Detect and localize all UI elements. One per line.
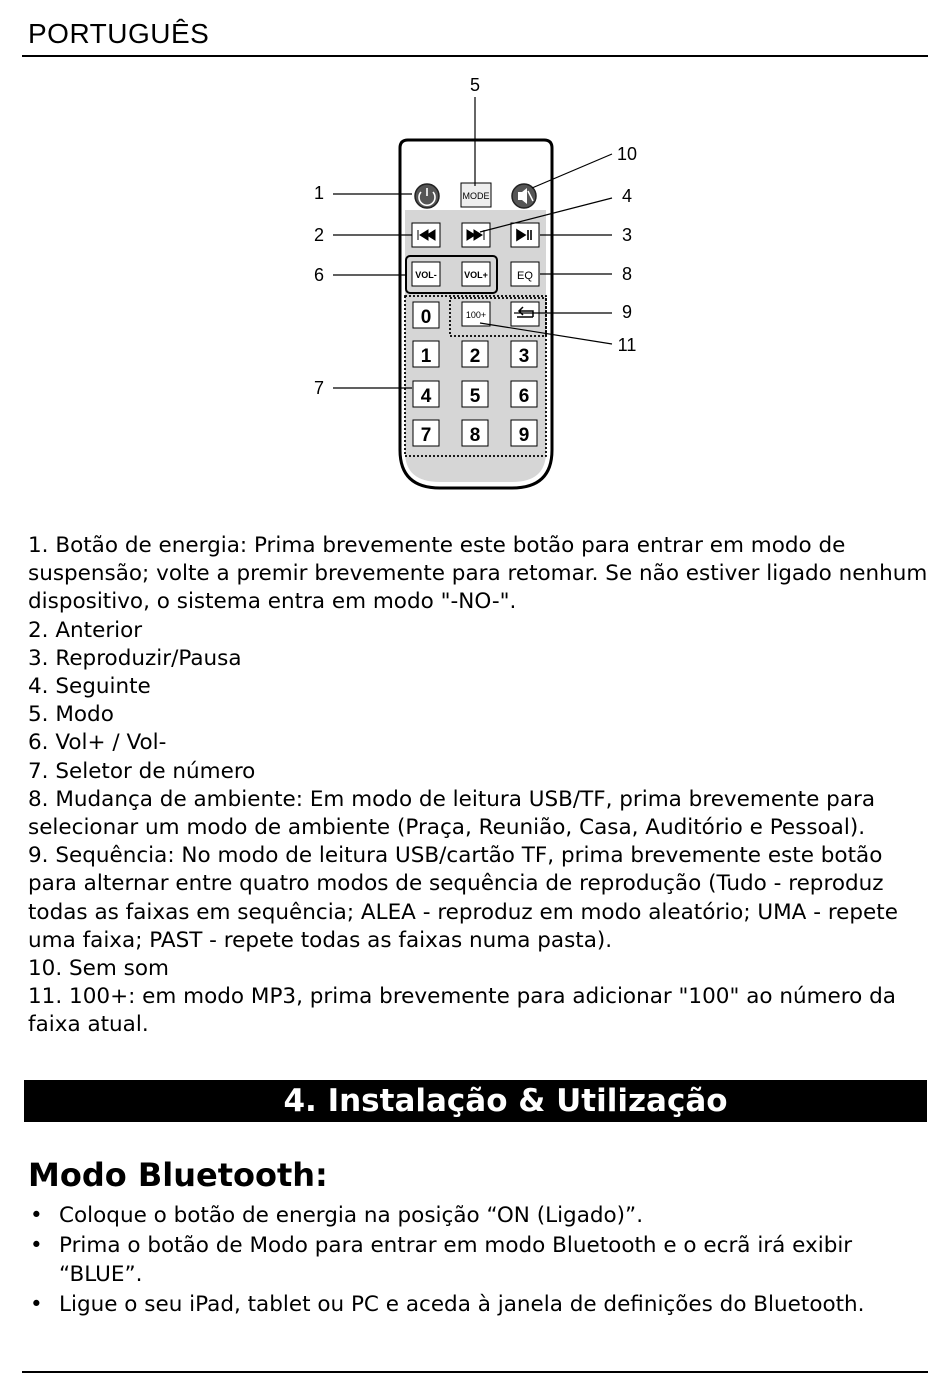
svg-text:7: 7	[420, 425, 432, 446]
function-item: 6. Vol+ / Vol-	[28, 730, 167, 756]
function-item: 9. Sequência: No modo de leitura USB/cartão TF, prima brevemente este botão para alternar entre quatro modos de sequência de reprodução (Tudo - reproduz todas as faixas em sequência; ALEA - reproduz em modo aleatório; UMA - repete uma faixa; PAST - repete todas as faixas numa pasta).	[28, 843, 898, 953]
svg-text:3: 3	[518, 346, 530, 367]
svg-text:4: 4	[420, 386, 432, 407]
callout-9: 9	[621, 302, 633, 322]
function-item: 4. Seguinte	[28, 674, 151, 700]
svg-text:9: 9	[518, 425, 530, 446]
callout-10: 10	[616, 144, 638, 164]
function-item: 3. Reproduzir/Pausa	[28, 645, 242, 671]
section-title: 4. Instalação & Utilização	[283, 1083, 728, 1119]
function-item: 10. Sem som	[28, 956, 169, 982]
svg-text:0: 0	[420, 307, 432, 328]
eq-label: EQ	[517, 270, 533, 282]
bullet-item: • Coloque o botão de energia na posição “ON (Ligado)”.	[28, 1202, 918, 1231]
function-item: 11. 100+: em modo MP3, prima brevemente para adicionar "100" ao número da faixa atual.	[28, 984, 896, 1038]
bullet-dot-icon: •	[30, 1291, 43, 1317]
callout-8: 8	[621, 264, 633, 284]
function-item: 5. Modo	[28, 702, 114, 728]
bottom-rule	[22, 1371, 928, 1373]
svg-text:5: 5	[469, 386, 481, 407]
callout-11: 11	[617, 335, 637, 355]
callout-1: 1	[313, 183, 325, 203]
language-header: PORTUGUÊS	[28, 18, 210, 49]
vol-minus-label: VOL-	[415, 270, 437, 280]
function-item: 7. Seletor de número	[28, 758, 256, 784]
callout-2: 2	[313, 225, 325, 245]
svg-text:8: 8	[469, 425, 481, 446]
section-heading	[24, 1080, 927, 1122]
bluetooth-steps	[28, 1202, 918, 1321]
subsection-title: Modo Bluetooth:	[28, 1156, 328, 1194]
bullet-item: • Prima o botão de Modo para entrar em modo Bluetooth e o ecrã irá exibir “BLUE”.	[30, 1233, 853, 1287]
function-item: 8. Mudança de ambiente: Em modo de leitura USB/TF, prima brevemente para selecionar um modo de ambiente (Praça, Reunião, Casa, Auditório e Pessoal).	[28, 786, 876, 841]
digit-keys	[413, 341, 537, 446]
bullet-item: • Ligue o seu iPad, tablet ou PC e aceda à janela de definições do Bluetooth.	[28, 1291, 918, 1320]
hundred-label: 100+	[465, 310, 487, 320]
callout-5: 5	[469, 75, 481, 95]
callout-3: 3	[621, 225, 633, 245]
repeat-key	[511, 302, 539, 326]
callout-7: 7	[313, 378, 325, 398]
callout-4: 4	[621, 186, 633, 206]
svg-text:2: 2	[469, 346, 481, 367]
bullet-dot-icon: •	[30, 1203, 43, 1228]
function-list	[28, 532, 928, 1040]
mode-key-label: MODE	[462, 191, 490, 201]
function-item: 2. Anterior	[28, 617, 143, 643]
svg-text:6: 6	[518, 386, 530, 407]
callout-6: 6	[313, 265, 325, 285]
vol-plus-label: VOL+	[464, 270, 488, 280]
function-item: 1. Botão de energia: Prima brevemente este botão para entrar em modo de suspensão; volte a premir brevemente para retomar. Se não estiver ligado nenhum dispositivo, o sistema entra em modo "-NO-".	[28, 533, 928, 615]
svg-text:1: 1	[420, 346, 432, 367]
remote-control-diagram	[300, 70, 660, 500]
bullet-dot-icon: •	[30, 1233, 43, 1258]
top-rule	[22, 55, 928, 57]
